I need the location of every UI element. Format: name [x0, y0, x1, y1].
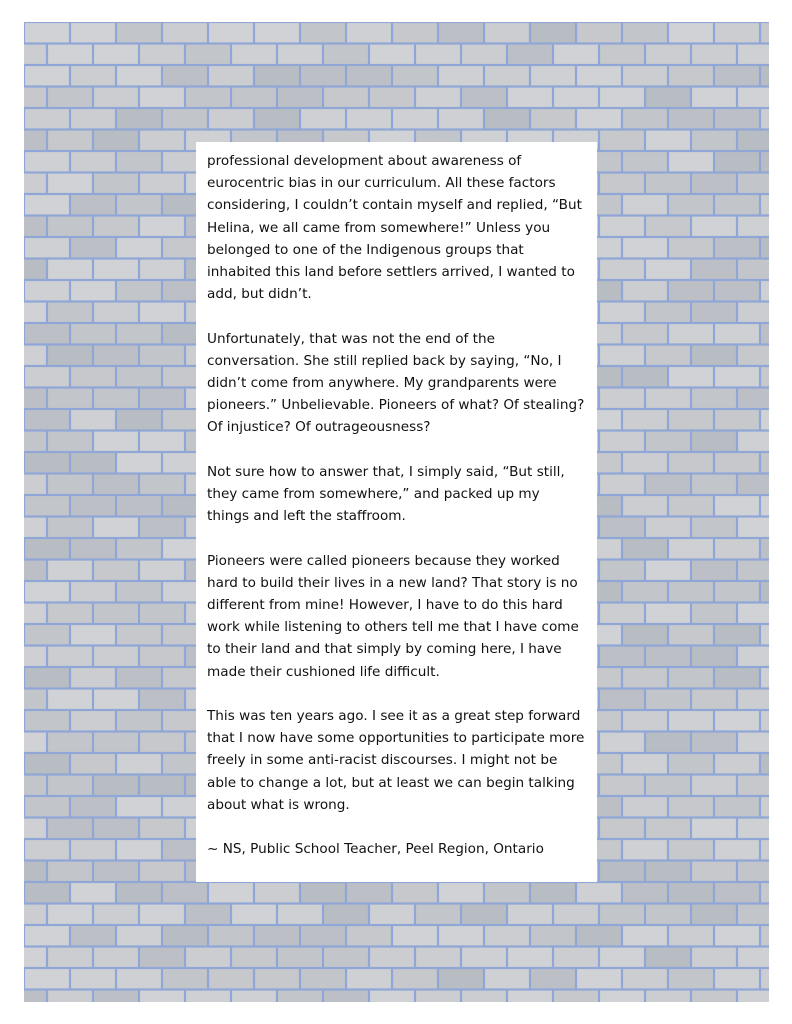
paragraph-5: This was ten years ago. I see it as a great step forward that I now have some opportunities to participate more freely in some anti-racist discourses. I might not be able to change a lot, but at least we can begin talking about what is wrong. [207, 708, 585, 813]
text-panel [196, 142, 597, 882]
paragraph-4: Pioneers were called pioneers because they worked hard to build their lives in a new land? That story is no different from mine! However, I have to do this hard work while listening to others tell me that I have come to their land and that simply by coming here, I have made their cushioned life difficult. [207, 552, 579, 680]
paragraph-3: Not sure how to answer that, I simply said, “But still, they came from somewhere,” and packed up my things and left the staffroom. [207, 463, 565, 525]
paragraph-2: Unfortunately, that was not the end of the conversation. She still replied back by saying, “No, I didn’t come from anywhere. My grandparents were pioneers.” Unbelievable. Pioneers of what? Of stealing? Of injustice? Of outrageousness? [207, 330, 585, 436]
signature: ~ NS, Public School Teacher, Peel Region, Ontario [207, 841, 544, 858]
paragraph-1: professional development about awareness of eurocentric bias in our curriculum. All these factors considering, I couldn’t contain myself and replied, “But Helina, we all came from somewhere!” Unless you belonged to one of the Indigenous groups that inhabited this land before settlers arrived, I wanted to add, but didn’t. [207, 153, 582, 303]
